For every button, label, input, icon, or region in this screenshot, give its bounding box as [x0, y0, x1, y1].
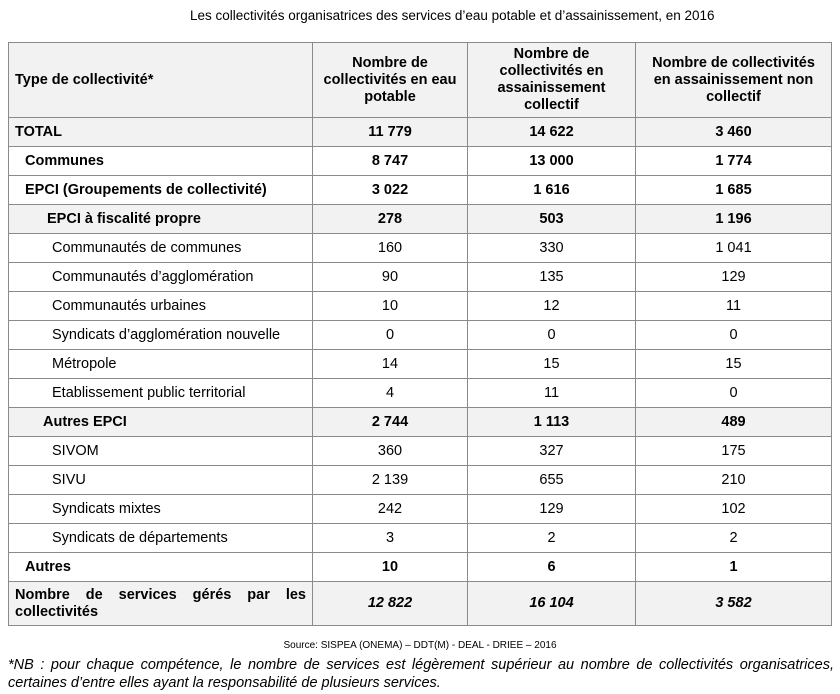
row-value: 12 822 — [313, 582, 468, 626]
row-value: 129 — [636, 263, 832, 292]
row-value: 6 — [468, 553, 636, 582]
row-label: Communes — [9, 147, 313, 176]
header-assainissement-non-collectif: Nombre de collectivités en assainissement non collectif — [636, 43, 832, 118]
table-row — [9, 350, 832, 379]
row-label: Métropole — [9, 350, 313, 379]
row-value: 12 — [468, 292, 636, 321]
row-value: 1 774 — [636, 147, 832, 176]
header-type: Type de collectivité* — [9, 43, 313, 118]
row-label: Etablissement public territorial — [9, 379, 313, 408]
table-row — [9, 292, 832, 321]
row-label: Nombre de services gérés par les collectivités — [9, 582, 313, 626]
row-value: 3 460 — [636, 118, 832, 147]
row-label: Syndicats de départements — [9, 524, 313, 553]
row-value: 360 — [313, 437, 468, 466]
row-label: EPCI à fiscalité propre — [9, 205, 313, 234]
row-value: 0 — [636, 379, 832, 408]
table-title: Les collectivités organisatrices des services d’eau potable et d’assainissement, en 2016 — [190, 8, 715, 23]
table-row — [9, 321, 832, 350]
table-row — [9, 234, 832, 263]
table-row — [9, 408, 832, 437]
row-value: 210 — [636, 466, 832, 495]
row-value: 16 104 — [468, 582, 636, 626]
row-value: 1 113 — [468, 408, 636, 437]
row-value: 1 685 — [636, 176, 832, 205]
row-value: 2 — [468, 524, 636, 553]
row-value: 11 779 — [313, 118, 468, 147]
header-assainissement-collectif: Nombre de collectivités en assainissement collectif — [468, 43, 636, 118]
table-row — [9, 176, 832, 205]
row-value: 11 — [636, 292, 832, 321]
row-value: 175 — [636, 437, 832, 466]
row-value: 3 — [313, 524, 468, 553]
row-value: 11 — [468, 379, 636, 408]
row-value: 0 — [468, 321, 636, 350]
row-value: 1 041 — [636, 234, 832, 263]
row-label: SIVOM — [9, 437, 313, 466]
row-label: Communautés de communes — [9, 234, 313, 263]
table-row — [9, 582, 832, 626]
table-row — [9, 205, 832, 234]
row-value: 2 744 — [313, 408, 468, 437]
table-row — [9, 263, 832, 292]
row-value: 327 — [468, 437, 636, 466]
table-row — [9, 495, 832, 524]
collectivites-table — [8, 42, 832, 626]
row-value: 129 — [468, 495, 636, 524]
row-value: 3 022 — [313, 176, 468, 205]
row-label: Autres EPCI — [9, 408, 313, 437]
row-value: 3 582 — [636, 582, 832, 626]
table-row — [9, 379, 832, 408]
row-label: SIVU — [9, 466, 313, 495]
row-value: 102 — [636, 495, 832, 524]
row-value: 14 622 — [468, 118, 636, 147]
row-value: 14 — [313, 350, 468, 379]
row-value: 1 196 — [636, 205, 832, 234]
row-value: 330 — [468, 234, 636, 263]
row-value: 15 — [468, 350, 636, 379]
table-header-row — [9, 43, 832, 118]
table-row — [9, 466, 832, 495]
row-value: 160 — [313, 234, 468, 263]
table-row — [9, 437, 832, 466]
row-value: 10 — [313, 553, 468, 582]
row-value: 0 — [636, 321, 832, 350]
row-value: 90 — [313, 263, 468, 292]
row-value: 1 — [636, 553, 832, 582]
table-row — [9, 118, 832, 147]
table-row — [9, 147, 832, 176]
row-label: Communautés d’agglomération — [9, 263, 313, 292]
row-label: Communautés urbaines — [9, 292, 313, 321]
row-label: EPCI (Groupements de collectivité) — [9, 176, 313, 205]
row-value: 2 139 — [313, 466, 468, 495]
table-row — [9, 553, 832, 582]
row-label: Syndicats mixtes — [9, 495, 313, 524]
row-value: 2 — [636, 524, 832, 553]
row-value: 8 747 — [313, 147, 468, 176]
row-value: 278 — [313, 205, 468, 234]
row-value: 1 616 — [468, 176, 636, 205]
row-value: 503 — [468, 205, 636, 234]
row-value: 0 — [313, 321, 468, 350]
row-value: 4 — [313, 379, 468, 408]
row-value: 489 — [636, 408, 832, 437]
row-label: TOTAL — [9, 118, 313, 147]
row-value: 135 — [468, 263, 636, 292]
row-value: 10 — [313, 292, 468, 321]
row-value: 13 000 — [468, 147, 636, 176]
table-row — [9, 524, 832, 553]
row-value: 15 — [636, 350, 832, 379]
source-note: Source: SISPEA (ONEMA) – DDT(M) - DEAL - DRIEE – 2016 — [283, 640, 557, 651]
header-eau-potable: Nombre de collectivités en eau potable — [313, 43, 468, 118]
row-label: Autres — [9, 553, 313, 582]
footnote: *NB : pour chaque compétence, le nombre de services est légèrement supérieur au nombre de collectivités organisatrices, certaines d’entre elles ayant la responsabilité de plusieurs services. — [8, 657, 834, 691]
row-value: 242 — [313, 495, 468, 524]
row-value: 655 — [468, 466, 636, 495]
row-label: Syndicats d’agglomération nouvelle — [9, 321, 313, 350]
